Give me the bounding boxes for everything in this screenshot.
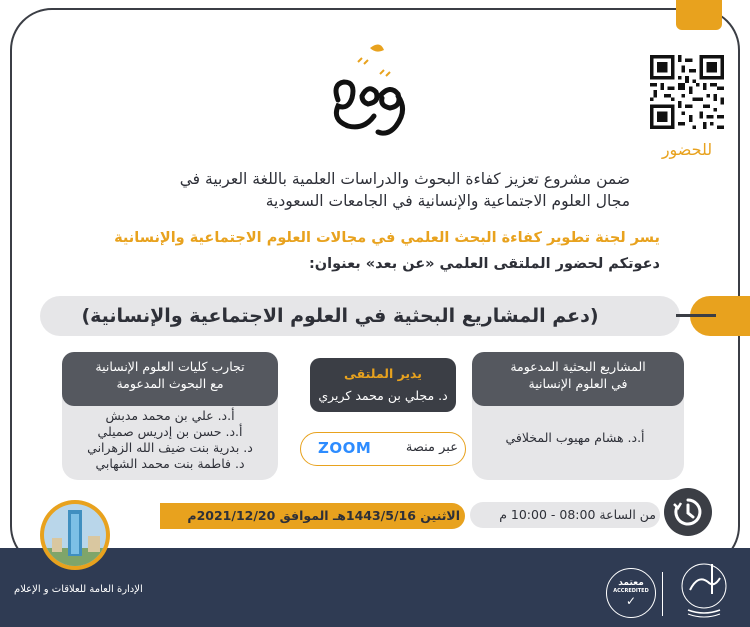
right-session-header-line-1: المشاريع البحثية المدعومة: [510, 359, 646, 374]
intro-paragraph: [60, 168, 630, 212]
right-session-header-line-2: في العلوم الإنسانية: [528, 376, 628, 391]
left-session-speaker: أ.د. حسن بن إدريس صميلي: [97, 424, 243, 439]
left-session-speaker: د. بدرية بنت ضيف الله الزهراني: [87, 440, 253, 455]
platform-label: عبر منصة: [405, 440, 458, 455]
qr-label: للحضور: [661, 140, 713, 159]
left-session-speakers: [80, 408, 260, 472]
clock-icon: [670, 494, 706, 530]
left-session-header-line-1: تجارب كليات العلوم الإنسانية: [95, 359, 245, 374]
title-banner-line: [676, 314, 716, 317]
intro-line-1: ضمن مشروع تعزيز كفاءة البحوث والدراسات العلمية باللغة العربية في: [179, 170, 630, 188]
check-icon: ✓: [625, 594, 637, 608]
event-title: (دعم المشاريع البحثية في العلوم الاجتماعية والإنسانية): [81, 305, 599, 327]
accreditation-en: ACCREDITED: [613, 588, 649, 594]
right-session-speaker: أ.د. هشام مهيوب المخلافي: [505, 430, 645, 445]
invite-line: دعوتكم لحضور الملتقى العلمي «عن بعد» بعنوان:: [308, 256, 660, 272]
left-session-speaker: د. فاطمة بنت محمد الشهابي: [95, 456, 245, 471]
university-logo-icon: [668, 556, 740, 622]
invitation-calligraphy-logo: [318, 40, 418, 150]
footer-separator: [662, 572, 663, 616]
event-date: الاثنين 1443/5/16هـ الموافق 2021/12/20م: [187, 508, 460, 523]
department-name: الإدارة العامة للعلاقات و الإعلام: [14, 584, 143, 595]
qr-code-icon[interactable]: [650, 54, 724, 130]
intro-line-2: مجال العلوم الاجتماعية والإنسانية في الجامعات السعودية: [265, 192, 630, 210]
accreditation-ar: معتمد: [618, 578, 644, 588]
accreditation-badge-text: [606, 578, 656, 608]
committee-line: يسر لجنة تطوير كفاءة البحث العلمي في مجالات العلوم الاجتماعية والإنسانية: [114, 230, 660, 246]
left-session-header: [62, 352, 278, 406]
tower-icon: [44, 504, 106, 566]
event-time: من الساعة 08:00 - 10:00 م: [499, 507, 656, 522]
tower-image: [44, 504, 106, 566]
zoom-logo: ZOOM: [318, 439, 372, 457]
left-session-speaker: أ.د. علي بن محمد مدبش: [105, 408, 235, 423]
top-accent-tab: [676, 0, 722, 30]
moderator-name: د. مجلي بن محمد كريري: [318, 388, 448, 403]
moderator-title: يدير الملتقى: [344, 366, 422, 381]
left-session-header-line-2: مع البحوث المدعومة: [116, 376, 224, 391]
right-session-header: [472, 352, 684, 406]
